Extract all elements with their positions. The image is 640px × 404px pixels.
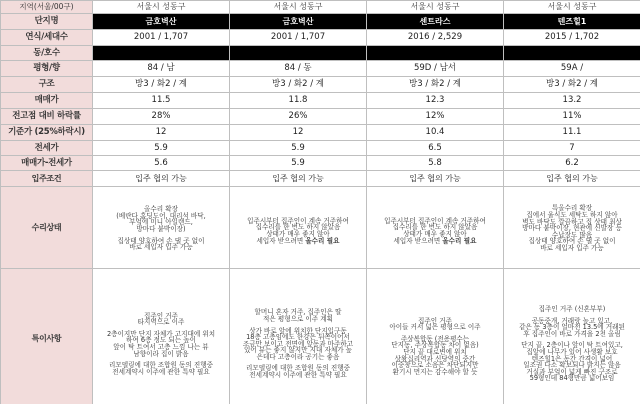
label-jeonse: 전세가 bbox=[1, 141, 93, 156]
region-cell: 서울시 성동구 bbox=[367, 1, 504, 14]
base-price-cell: 11.1 bbox=[504, 125, 640, 141]
note-line: 전세계약시 이주에 관한 특약 필요 bbox=[112, 367, 210, 376]
gap-cell: 5.8 bbox=[367, 156, 504, 171]
note-line: 할머니 혼자 거주, 집주인은 딸 bbox=[254, 308, 342, 317]
note-line: 텐즈힐1은 동간 간격이 넓어 bbox=[531, 354, 613, 363]
jeonse-cell: 6.5 bbox=[367, 141, 504, 156]
note-line: 타지역으로 이주 bbox=[137, 318, 185, 327]
note-line: 집주인 거주 bbox=[418, 316, 452, 325]
dong-ho-cell bbox=[504, 46, 640, 61]
note-line: 올수리 확장 bbox=[144, 205, 178, 214]
move-in-cell: 입주 협의 가능 bbox=[367, 171, 504, 187]
row-dong-ho bbox=[1, 46, 640, 61]
year-units-cell: 2001 / 1,707 bbox=[93, 30, 230, 46]
note-line: 바로 세입자 입주 가능 bbox=[540, 243, 604, 252]
area-direction-cell: 84 / 동 bbox=[230, 61, 367, 77]
row-region bbox=[1, 1, 640, 14]
note-line: 18층 고층임에도 한강은 뒤쪽이어서 bbox=[246, 333, 350, 342]
dong-ho-cell bbox=[230, 46, 367, 61]
repair-cell bbox=[504, 187, 640, 269]
complex-name: 금호벽산 bbox=[230, 14, 367, 30]
note-line: 상가 바로 앞에 위치한 단지입구동 bbox=[249, 326, 347, 335]
gap-cell: 6.2 bbox=[504, 156, 640, 171]
note-line: 부엌에 미니 아일랜드, bbox=[129, 218, 193, 227]
drop-rate-cell: 28% bbox=[93, 109, 230, 125]
year-units-cell: 2016 / 2,529 bbox=[367, 30, 504, 46]
note-line: 공동중개, 거래랑 높고 있고, bbox=[531, 316, 613, 325]
note-line: 단지동, 주상복합동 차이 없음) bbox=[391, 341, 479, 350]
label-complex: 단지명 bbox=[1, 14, 93, 30]
note-line: 있어 뷰는 좋지 않지만 지대 자체가 높 bbox=[243, 346, 353, 355]
label-repair: 수리상태 bbox=[1, 187, 93, 269]
label-drop-from-peak: 전고점 대비 하락률 bbox=[1, 109, 93, 125]
move-in-cell: 입주 협의 가능 bbox=[230, 171, 367, 187]
label-special: 특이사항 bbox=[1, 269, 93, 404]
note-line: 전세계약시 이주에 관한 특약 필요 bbox=[249, 371, 347, 380]
jeonse-cell: 5.9 bbox=[93, 141, 230, 156]
label-dong-ho: 동/호수 bbox=[1, 46, 93, 61]
note-line: 방마다 붙박이장) bbox=[136, 225, 186, 233]
note-line: 리모델링에 대한 조합원 동의 진행중 bbox=[109, 361, 213, 370]
note-line: 집앞에 나무가 있어 사생활 보호 bbox=[526, 348, 618, 356]
special-cell bbox=[230, 269, 367, 404]
year-units-cell: 2001 / 1,707 bbox=[230, 30, 367, 46]
note-line: 이중창으로 소음은 차단되지만 bbox=[391, 361, 479, 370]
note-line: 세입자 받으려면 올수리 필요 bbox=[256, 236, 340, 245]
area-direction-cell: 59D / 남서 bbox=[367, 61, 504, 77]
row-sale-price bbox=[1, 93, 640, 109]
region-cell: 서울시 성동구 bbox=[93, 1, 230, 14]
jeonse-cell: 5.9 bbox=[230, 141, 367, 156]
sale-price-cell: 11.8 bbox=[230, 93, 367, 109]
note-line: 특올수리 확장 bbox=[551, 204, 593, 213]
note-line: 집상태 양호하여 손 댈 곳 없이 bbox=[117, 236, 205, 245]
note-line: 은데다 고층이라 공기는 좋음 bbox=[256, 352, 340, 361]
row-base-price bbox=[1, 125, 640, 141]
complex-name: 텐즈힐1 bbox=[504, 14, 640, 30]
row-complex bbox=[1, 14, 640, 30]
area-direction-cell: 59A / bbox=[504, 61, 640, 77]
row-move-in bbox=[1, 171, 640, 187]
label-year-units: 연식/세대수 bbox=[1, 30, 93, 46]
sale-price-cell: 13.2 bbox=[504, 93, 640, 109]
note-line: 거실과 부엌이 넓게 빠진 구조로 bbox=[526, 367, 618, 376]
special-cell bbox=[504, 269, 640, 404]
label-base-price: 기준가 (25%하락시) bbox=[1, 125, 93, 141]
row-repair bbox=[1, 187, 640, 269]
note-line: 환기시 먼지는 감수해야 할 듯 bbox=[392, 367, 478, 376]
repair-cell bbox=[93, 187, 230, 269]
label-region: 지역(서울/00구) bbox=[1, 1, 93, 14]
note-line: 집수리를 한 번도 하지 않았음 bbox=[392, 223, 478, 232]
label-sale-price: 매매가 bbox=[1, 93, 93, 109]
note-line: 상태가 매우 좋지 않아 bbox=[403, 230, 467, 238]
label-area-direction: 평형/향 bbox=[1, 61, 93, 77]
special-cell bbox=[367, 269, 504, 404]
note-line: 입주시부터 집주인이 계속 거주하여 bbox=[247, 216, 349, 225]
row-structure bbox=[1, 77, 640, 93]
special-cell bbox=[93, 269, 230, 404]
year-units-cell: 2015 / 1,702 bbox=[504, 30, 640, 46]
note-line: 앞이 탁 트여서 고층 느낌 나는 뷰 bbox=[113, 343, 209, 351]
note-line: 세입자 받으려면 올수리 필요 bbox=[393, 236, 477, 245]
note-line: 단지 끝 대로변에 위치 bbox=[403, 348, 467, 356]
note-line: 상왕십리역과 신당역의 중간 bbox=[394, 354, 476, 363]
note-line: 주상복합동 (전용평수는 bbox=[400, 334, 470, 343]
note-line: 조금만 보이고 전면에 앞동과 마주하고 bbox=[242, 339, 354, 348]
note-line: 바로 세입자 입주 가능 bbox=[129, 243, 193, 252]
dong-ho-cell bbox=[367, 46, 504, 61]
repair-cell bbox=[367, 187, 504, 269]
note-line: 일조권 다소 확보되나 밝지는 않음 bbox=[523, 361, 621, 370]
row-area-direction bbox=[1, 61, 640, 77]
note-line: 상태가 매우 좋지 않아 bbox=[266, 230, 330, 238]
note-line: 남향이라 집이 밝음 bbox=[133, 349, 189, 358]
region-cell: 서울시 성동구 bbox=[230, 1, 367, 14]
sale-price-cell: 12.3 bbox=[367, 93, 504, 109]
structure-cell: 방3 / 화2 / 계 bbox=[93, 77, 230, 93]
repair-cell bbox=[230, 187, 367, 269]
row-gap bbox=[1, 156, 640, 171]
base-price-cell: 10.4 bbox=[367, 125, 504, 141]
note-line: 같은 동 3층이 얼마전 13.5에 거래된 bbox=[519, 323, 625, 332]
area-direction-cell: 84 / 남 bbox=[93, 61, 230, 77]
note-line: 59형인데 84형만큼 넓어보임 bbox=[529, 374, 615, 383]
structure-cell: 방3 / 화2 / 계 bbox=[230, 77, 367, 93]
note-line: 수납장도 많음 bbox=[551, 230, 593, 239]
note-line: 단지 끝, 2층이나 앞이 탁 트여있고, bbox=[521, 341, 623, 350]
base-price-cell: 12 bbox=[93, 125, 230, 141]
note-line: 벽도 바닥도 깔끔하고 집 상태 최상 bbox=[522, 217, 622, 226]
structure-cell: 방3 / 화2 / 계 bbox=[367, 77, 504, 93]
note-line: 하여 6층 정도 되는 높이 bbox=[126, 336, 196, 345]
region-cell: 서울시 성동구 bbox=[504, 1, 640, 14]
note-line: 아이들 커서 넓은 평형으로 이주 bbox=[389, 323, 481, 332]
note-line: 집상태 양호하여 손 댈 곳 없이 bbox=[528, 237, 616, 246]
label-gap: 매매가-전세가 bbox=[1, 156, 93, 171]
move-in-cell: 입주 협의 가능 bbox=[93, 171, 230, 187]
gap-cell: 5.6 bbox=[93, 156, 230, 171]
note-line: 집에서 울식도 세탁도 하지 않아 bbox=[526, 211, 618, 220]
note-line: 적은 평형으로 이주 계획 bbox=[263, 314, 333, 323]
note-line: 방마다 붙박이장, 현관에 신발장 등 bbox=[522, 224, 622, 233]
note-line: 집주인 거주 bbox=[144, 311, 178, 320]
complex-name: 센트라스 bbox=[367, 14, 504, 30]
note-line: 리모델링에 대한 조합원 동의 진행중 bbox=[246, 364, 350, 373]
row-jeonse bbox=[1, 141, 640, 156]
drop-rate-cell: 12% bbox=[367, 109, 504, 125]
base-price-cell: 12 bbox=[230, 125, 367, 141]
drop-rate-cell: 26% bbox=[230, 109, 367, 125]
jeonse-cell: 7 bbox=[504, 141, 640, 156]
row-year-units bbox=[1, 30, 640, 46]
sale-price-cell: 11.5 bbox=[93, 93, 230, 109]
label-structure: 구조 bbox=[1, 77, 93, 93]
row-drop-from-peak bbox=[1, 109, 640, 125]
dong-ho-cell bbox=[93, 46, 230, 61]
note-line: 2층이지만 단지 자체가 고지대에 위치 bbox=[106, 329, 216, 338]
note-line: 입주시부터 집주인이 계속 거주하여 bbox=[384, 216, 486, 225]
note-line: 후 집주인이 바로 가격을 2천 올림 bbox=[523, 329, 621, 338]
note-line: 집수리를 한 번도 하지 않았음 bbox=[255, 223, 341, 232]
move-in-cell: 입주 협의 가능 bbox=[504, 171, 640, 187]
structure-cell: 방3 / 화2 / 계 bbox=[504, 77, 640, 93]
drop-rate-cell: 11% bbox=[504, 109, 640, 125]
row-special bbox=[1, 269, 640, 404]
note-line: 집주인 거주 (신혼부부) bbox=[538, 305, 606, 314]
gap-cell: 5.9 bbox=[230, 156, 367, 171]
label-move-in: 입주조건 bbox=[1, 171, 93, 187]
note-line: (베란다 홈딩도어, 대리석 바닥, bbox=[116, 211, 206, 220]
complex-name: 금호벽산 bbox=[93, 14, 230, 30]
